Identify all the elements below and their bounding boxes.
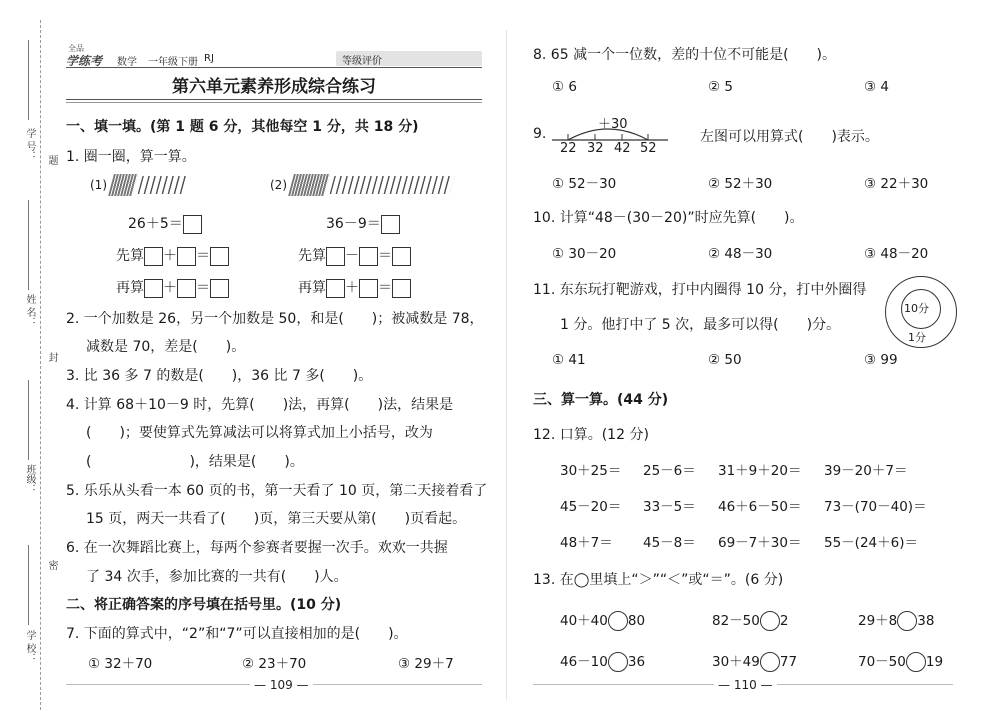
equals-sign: ＝ [378,248,392,264]
oral-calc-item: 69－7＋30＝ [718,535,802,551]
part-2-label: (2) [270,178,287,192]
tick-label-32: 32 [587,141,604,156]
tick-label-22: 22 [560,141,577,156]
school-blank [28,545,29,625]
question-11-line-2: 1 分。他打中了 5 次，最多可以得( )分。 [560,317,841,333]
q8-option-2[interactable]: ② 5 [708,79,733,95]
compare-left: 40＋40 [560,613,608,629]
question-11-line-1: 11. 东东玩打靶游戏，打中内圈得 10 分，打中外圈得 [533,282,867,298]
q1-first-step-2 [298,245,411,266]
oral-calc-item: 45－8＝ [643,535,696,551]
q9-option-3[interactable]: ③ 22＋30 [864,176,929,192]
q10-option-1[interactable]: ① 30－20 [552,246,617,262]
answer-box[interactable] [144,247,163,266]
oral-calc-item: 30＋25＝ [560,463,622,479]
q1-equation-1 [128,213,202,234]
compare-item [712,609,788,631]
student-number-label: 学 号： [24,128,35,162]
plus-sign: ＋ [345,280,359,296]
question-2-line-1: 2. 一个加数是 26，另一个加数是 50，和是( )；被减数是 78， [66,311,484,327]
answer-box[interactable] [177,247,196,266]
column-divider [506,30,507,700]
q10-option-2[interactable]: ② 48－30 [708,246,773,262]
compare-right: 36 [627,654,646,670]
oral-calc-item: 39－20＋7＝ [824,463,908,479]
section-2-heading: 二、将正确答案的序号填在括号里。(10 分) [66,597,342,613]
subject-label: 数学 [117,57,137,68]
page-number-left: — 109 — [250,678,313,692]
q7-option-3[interactable]: ③ 29＋7 [398,656,454,672]
logo-top-text: 全品 [68,44,84,53]
equation-text: 36－9＝ [326,216,381,232]
compare-item [712,650,797,672]
answer-box[interactable] [392,247,411,266]
compare-circle[interactable] [608,652,628,672]
plus-sign: ＋ [163,248,177,264]
single-sticks-icon [329,176,454,194]
title-rule-2 [66,102,482,103]
compare-item [560,650,645,672]
sticks-group-1 [90,174,185,196]
tick-label-52: 52 [640,141,657,156]
q1-then-step-2 [298,277,411,298]
class-label: 班级： [24,464,35,494]
binding-margin [0,0,57,722]
grade-label: 一年级下册 [148,57,198,68]
compare-item [560,609,645,631]
q1-first-step-1 [116,245,229,266]
q11-option-1[interactable]: ① 41 [552,352,586,368]
sticks-group-2 [270,174,452,196]
q7-option-1[interactable]: ① 32＋70 [88,656,153,672]
question-5-line-2: 15 页，两天一共看了( )页，第三天要从第( )页看起。 [86,511,467,527]
then-label: 再算 [116,280,144,296]
answer-box[interactable] [144,279,163,298]
question-9-text: 左图可以用算式( )表示。 [700,129,879,145]
edition-label: RJ [204,53,214,64]
plus-sign: ＋ [163,280,177,296]
answer-box[interactable] [210,247,229,266]
question-10: 10. 计算“48－(30－20)”时应先算( )。 [533,210,804,226]
answer-box[interactable] [381,215,400,234]
inner-score-label: 10分 [904,302,929,315]
outer-score-label: 1分 [908,331,926,344]
seal-char-feng: 封 [46,352,57,362]
part-1-label: (1) [90,178,107,192]
then-label: 再算 [298,280,326,296]
question-6-line-1: 6. 在一次舞蹈比赛上，每两个参赛者要握一次手。欢欢一共握 [66,540,448,556]
compare-circle[interactable] [760,652,780,672]
q7-option-2[interactable]: ② 23＋70 [242,656,307,672]
question-9-number: 9. [533,126,547,142]
equals-sign: ＝ [196,280,210,296]
compare-item [858,609,934,631]
number-blank [28,40,29,120]
oral-calc-item: 46＋6－50＝ [718,499,802,515]
question-3: 3. 比 36 多 7 的数是( )，36 比 7 多( )。 [66,368,373,384]
compare-circle[interactable] [760,611,780,631]
q8-option-1[interactable]: ① 6 [552,79,577,95]
compare-circle[interactable] [608,611,628,631]
q8-option-3[interactable]: ③ 4 [864,79,889,95]
question-4-line-1: 4. 计算 68＋10－9 时，先算( )法，再算( )法，结果是 [66,397,454,413]
answer-box[interactable] [210,279,229,298]
equation-text: 26＋5＝ [128,216,183,232]
rating-label: 等级评价 [342,56,382,67]
logo-main-text: 学练考 [66,54,103,68]
compare-right: 80 [627,613,646,629]
q9-option-2[interactable]: ② 52＋30 [708,176,773,192]
question-2-line-2: 减数是 70，差是( )。 [86,339,246,355]
answer-box[interactable] [177,279,196,298]
page-number-right: — 110 — [714,678,777,692]
q1-equation-2 [326,213,400,234]
target-outer-ring [885,276,957,348]
question-8: 8. 65 减一个一位数，差的十位不可能是( )。 [533,47,836,63]
oral-calc-item: 45－20＝ [560,499,622,515]
student-name-label: 姓 名： [24,294,35,328]
compare-right: 38 [917,613,935,629]
compare-circle[interactable] [897,611,917,631]
q10-option-3[interactable]: ③ 48－20 [864,246,929,262]
compare-right: 2 [779,613,789,629]
question-7: 7. 下面的算式中，“2”和“7”可以直接相加的是( )。 [66,626,408,642]
compare-right: 19 [925,654,944,670]
compare-left: 30＋49 [712,654,760,670]
oral-calc-item: 33－5＝ [643,499,696,515]
header-rule [66,67,482,68]
answer-box[interactable] [326,279,345,298]
rating-bar [336,51,482,66]
question-4-line-2: ( )；要使算式先算减法可以将算式加上小括号，改为 [86,425,433,441]
jump-label: ＋30 [598,117,628,132]
single-sticks-icon [137,176,187,194]
school-label: 学 校： [24,630,35,664]
answer-box[interactable] [359,247,378,266]
oral-calc-item: 73－(70－40)＝ [824,499,927,515]
compare-right: 77 [779,654,798,670]
cut-line [40,20,41,710]
oral-calc-item: 55－(24＋6)＝ [824,535,918,551]
title-rule-1 [66,99,482,100]
oral-calc-item: 25－6＝ [643,463,696,479]
compare-left: 29＋8 [858,613,898,629]
first-label: 先算 [298,248,326,264]
equals-sign: ＝ [196,248,210,264]
compare-left: 46－10 [560,654,608,670]
compare-item [858,650,943,672]
page-title: 第六单元素养形成综合练习 [172,77,376,97]
oral-calc-item: 31＋9＋20＝ [718,463,802,479]
q1-then-step-1 [116,277,229,298]
answer-box[interactable] [392,279,411,298]
question-1: 1. 圈一圈，算一算。 [66,149,196,165]
question-5-line-1: 5. 乐乐从头看一本 60 页的书，第一天看了 10 页，第二天接着看了 [66,483,488,499]
answer-box[interactable] [183,215,202,234]
name-blank [28,200,29,290]
class-blank [28,380,29,460]
brand-logo [66,46,112,68]
seal-char-mi: 密 [46,560,57,570]
section-3-heading: 三、算一算。(44 分) [533,392,669,408]
question-6-line-2: 了 34 次手，参加比赛的一共有( )人。 [86,569,348,585]
compare-left: 70－50 [858,654,906,670]
q11-option-3[interactable]: ③ 99 [864,352,898,368]
oral-calc-item: 48＋7＝ [560,535,613,551]
answer-box[interactable] [326,247,345,266]
question-4-line-3: ( )，结果是( )。 [86,454,304,470]
equals-sign: ＝ [378,280,392,296]
minus-sign: － [345,248,359,264]
seal-char-ti: 题 [46,155,57,165]
first-label: 先算 [116,248,144,264]
target-inner-ring [901,289,941,329]
q9-option-1[interactable]: ① 52－30 [552,176,617,192]
tick-label-42: 42 [614,141,631,156]
question-13: 13. 在◯里填上“＞”“＜”或“＝”。(6 分) [533,572,784,588]
q11-option-2[interactable]: ② 50 [708,352,742,368]
compare-circle[interactable] [906,652,926,672]
compare-left: 82－50 [712,613,760,629]
answer-box[interactable] [359,279,378,298]
section-1-heading: 一、填一填。(第 1 题 6 分，其他每空 1 分，共 18 分) [66,119,419,135]
question-12: 12. 口算。(12 分) [533,427,649,443]
